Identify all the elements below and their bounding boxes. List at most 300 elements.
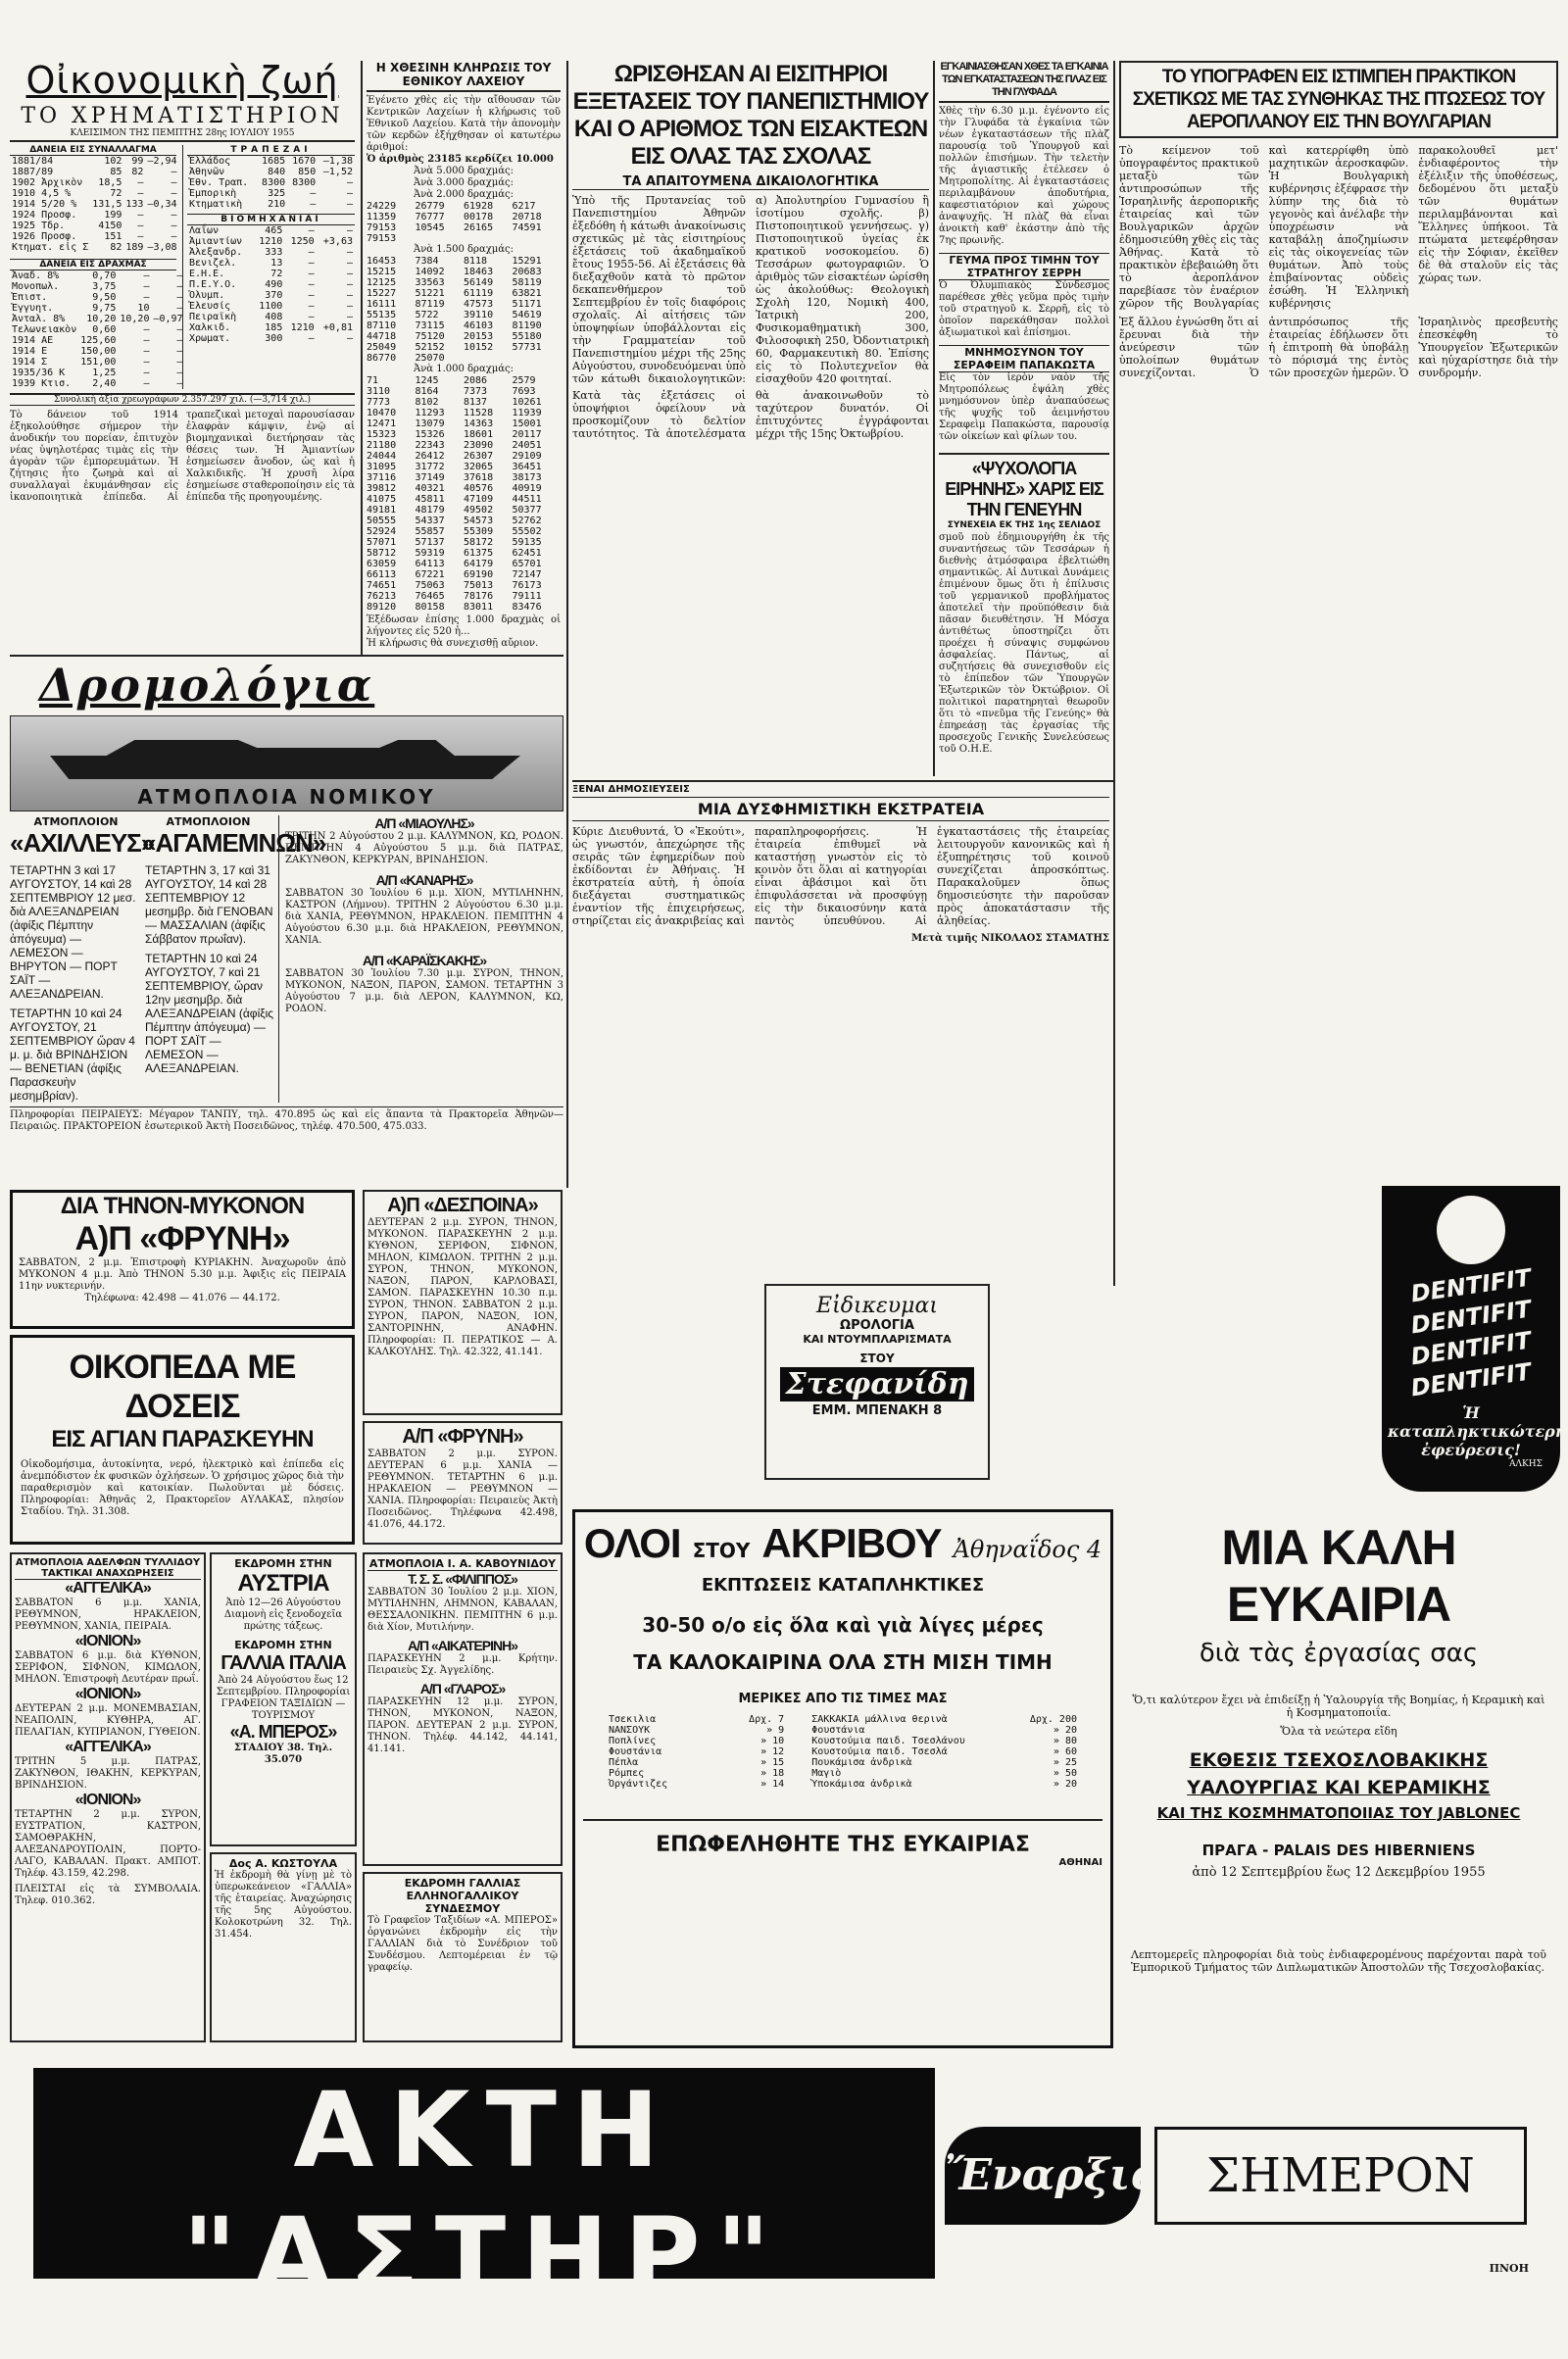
tinos-route: ΔΙΑ ΤΗΝΟΝ-ΜΥΚΟΝΟΝ: [60, 1193, 305, 1219]
opportunity-text-1: Ὅ,τι καλύτερον ἔχει νὰ ἐπιδείξῃ ἡ Ὑαλουργία τῆς Βοημίας, ἡ Κεραμικὴ καὶ ἡ Κοσμηματοποιΐα.: [1132, 1694, 1545, 1719]
opportunity-dates: ἀπὸ 12 Σεπτεμβρίου ἕως 12 Δεκεμβρίου 1955: [1192, 1865, 1486, 1880]
economic-dateline: ΚΛΕΙΣΙΜΟΝ ΤΗΣ ΠΕΜΠΤΗΣ 28ης ΙΟΥΛΙΟΥ 1955: [10, 128, 355, 142]
lottery-number: 86770: [367, 353, 397, 364]
ship2-label: ΑΤΜΟΠΛΟΙΟΝ: [166, 815, 251, 828]
opportunity-subtitle: διὰ τὰς ἐργασίας σας: [1199, 1639, 1479, 1668]
lottery-number: 64179: [464, 559, 494, 569]
akrivou-footer: ΕΠΩΦΕΛΗΘΗΤΕ ΤΗΣ ΕΥΚΑΙΡΙΑΣ: [583, 1819, 1102, 1857]
lottery-number: 20718: [512, 212, 542, 222]
lottery-number: 14363: [464, 418, 494, 429]
opportunity-exhibit-1: ΕΚΘΕΣΙΣ ΤΣΕΧΟΣΛΟΒΑΚΙΚΗΣ: [1189, 1749, 1489, 1771]
industry-row: Χαλκιδ. 185 1210 +0,81: [189, 322, 353, 333]
drachma-loan-row: Ἀνταλ. 8% 10,20 10,20 —0,97: [12, 314, 183, 324]
industry-row: Βενιζελ. 13 — —: [189, 258, 353, 269]
lottery-number: 8118: [464, 256, 488, 267]
lottery-number: 24229: [367, 201, 397, 212]
industry-row: Ἀμιαντίων 1210 1250 +3,63: [189, 236, 353, 247]
price-row: ΝΑΝΣΟΥΚ » 9: [609, 1725, 785, 1736]
tyllidou-ship-3: «ΙΟΝΙΟΝ»: [74, 1686, 141, 1702]
lottery-number: 15215: [367, 267, 397, 277]
tyllidou-note: ΠΛΕΙΣΤΑΙ εἰς τὰ ΣΥΜΒΟΛΑΙΑ. Τηλεφ. 010.362.: [15, 1884, 201, 1906]
lottery-number: 15227: [367, 288, 397, 299]
lottery-number: 37618: [464, 472, 494, 483]
opportunity-place: ΠΡΑΓΑ - PALAIS DES HIBERNIENS: [1201, 1842, 1476, 1859]
ship-silhouette: [50, 740, 520, 779]
lottery-number: 56149: [464, 277, 494, 288]
price-row: ΣΑΚΚΑΚΙΑ μάλλινα θερινὰ Δρχ. 200: [811, 1714, 1077, 1725]
despoina-ad: [363, 1190, 563, 1415]
akrivou-ad: [572, 1509, 1113, 2048]
lottery-number: 55309: [464, 526, 494, 537]
frini2-schedule: ΣΑΒΒΑΤΟΝ 2 μ.μ. ΣΥΡΟΝ. ΔΕΥΤΕΡΑΝ 6 μ.μ. ΧΑΝΙΑ — ΡΕΘΥΜΝΟΝ. ΤΕΤΑΡΤΗΝ 6 μ.μ. ΗΡΑΚΛΕΙΟΝ — ΡΕΘΥΜΝΟΝ — ΧΑΝΙΑ. Πληροφορίαι: Πειραιεὺς Ἀκτὴ Ποσειδῶνος. Τηλέφωνα 42.498, 41.076, 44.172.: [368, 1449, 558, 1530]
tyllidou-company: ΑΤΜΟΠΛΟΙΑ ΑΔΕΛΦΩΝ ΤΥΛΛΙΔΟΥ: [15, 1557, 201, 1568]
lottery-number: 67221: [415, 569, 445, 580]
lottery-number: 66113: [367, 569, 397, 580]
loan-row: 1926 Προσφ. 151 — —: [12, 231, 177, 242]
tyllidou-schedule-2: ΣΑΒΒΑΤΟΝ 6 μ.μ. διὰ ΚΥΘΝΟΝ, ΣΕΡΙΦΟΝ, ΣΙΦΝΟΝ, ΚΙΜΩΛΟΝ, ΜΗΛΟΝ. Ἐπιστροφὴ Δευτέραν πρωΐ.: [15, 1650, 201, 1685]
lead-body-2: Κατὰ τὰς ἐξετάσεις οἱ ὑποψήφιοι ὀφείλουν νὰ προσκομίζουν τὸ δελτίον ταυτότητος. Τὰ ἀποτελέσματα θὰ ἀνακοινωθοῦν τὸ ταχύτερον δυνατόν. Οἱ ἐπιτυχόντες ἐγγράφονται μέχρι τῆς 15ης Ὀκτωβρίου.: [572, 389, 929, 440]
dentifit-brand: DENTIFIT: [1408, 1295, 1534, 1340]
lottery-number: 55502: [512, 526, 542, 537]
tyllidou-schedule-5: ΤΕΤΑΡΤΗΝ 2 μ.μ. ΣΥΡΟΝ, ΕΥΣΤΡΑΤΙΟΝ, ΚΑΣΤΡΟΝ, ΣΑΜΟΘΡΑΚΗΝ, ΑΛΕΞΑΝΔΡΟΥΠΟΛΙΝ, ΠΟΡΤΟ-ΛΑΓΟ, ΚΑΒΑΛΑΝ. Πρακτ. ΑΜΠΟΤ. Τηλέφ. 43.159, 42.298.: [15, 1809, 201, 1879]
lottery-tier-3: Ἀνὰ 2.000 δραχμάς:: [414, 189, 514, 200]
nomikou-company: ΑΤΜΟΠΛΟΙΑ ΝΟΜΙΚΟΥ: [137, 785, 436, 809]
army-headline: ΓΕΥΜΑ ΠΡΟΣ ΤΙΜΗΝ ΤΟΥ ΣΤΡΑΤΗΓΟΥ ΣΕΡΡΗ: [939, 253, 1109, 280]
lottery-number: 54619: [512, 310, 542, 320]
lottery-number: 38173: [512, 472, 542, 483]
lottery-number: 11939: [512, 408, 542, 418]
ship2-schedule-1: ΤΕΤΑΡΤΗΝ 3, 17 καὶ 31 ΑΥΓΟΥΣΤΟΥ, 14 καὶ 28 ΣΕΠΤΕΜΒΡΙΟΥ 12 μεσημβρ. διὰ ΓΕΝΟΒΑΝ — ΜΑΣΣΑΛΙΑΝ (ἀφίξις Σάββατον πρωΐαν).: [145, 863, 273, 946]
lottery-number: 72147: [512, 569, 542, 580]
price-row: Πουκάμισα ἀνδρικὰ » 25: [811, 1757, 1077, 1768]
plots-title: ΟΙΚΟΠΕΔΑ ΜΕ ΔΟΣΕΙΣ: [69, 1349, 296, 1425]
lottery-number: 52924: [367, 526, 397, 537]
lottery-number: 49502: [464, 505, 494, 516]
lottery-number: 2086: [464, 375, 488, 386]
psychology-continued: ΣΥΝΕΧΕΙΑ ΕΚ ΤΗΣ 1ης ΣΕΛΙΔΟΣ: [947, 520, 1102, 530]
memorial-body: Εἰς τὸν ἱερὸν ναὸν τῆς Μητροπόλεως ἐψάλη χθὲς μνημόσυνον ὑπὲρ ἀναπαύσεως τῆς ψυχῆς τοῦ ἀειμνήστου Σεραφεὶμ Παπακώστα, παρουσίᾳ τῶν οἰκείων καὶ φίλων του.: [939, 372, 1109, 442]
lottery-number: 50377: [512, 505, 542, 516]
lottery-number: 48179: [415, 505, 445, 516]
loans-header: ΔΑΝΕΙΑ ΕΙΣ ΣΥΝΑΛΛΑΓΜΑ: [10, 145, 176, 156]
lottery-number: 15323: [367, 429, 397, 440]
akrivou-address: Ἀθηναΐδος 4: [953, 1536, 1102, 1563]
lottery-number: 21180: [367, 440, 397, 451]
lottery-number: 8164: [415, 386, 439, 397]
nomikou-banner: [10, 715, 564, 811]
lottery-number: 24051: [512, 440, 542, 451]
dentifit-credit: ΑΛΚΗΣ: [1509, 1459, 1543, 1469]
lottery-number: 65701: [512, 559, 542, 569]
price-row: Ποπλίνες » 10: [609, 1736, 785, 1746]
lottery-number: 63059: [367, 559, 397, 569]
lottery-number: 20683: [512, 267, 542, 277]
loan-row: 1902 Ἀρχικὸν 18,5 — —: [12, 177, 177, 188]
lottery-number: 58172: [464, 537, 494, 548]
loan-row: 1881/84 102 99 —2,94: [12, 156, 177, 167]
drachma-loan-row: 1939 Κτισ. 2,40 — —: [12, 378, 183, 389]
lottery-number: 40321: [415, 483, 445, 494]
loan-row: 1910 4,5 % 72 — —: [12, 188, 177, 199]
lottery-number: 25070: [415, 353, 445, 364]
price-row: Ὀργάντιζες » 14: [609, 1779, 785, 1790]
lottery-number: 1245: [415, 375, 439, 386]
lottery-number: 15001: [512, 418, 542, 429]
industry-row: Ἑλευσίς 1100 — —: [189, 301, 353, 312]
despoina-schedule: ΔΕΥΤΕΡΑΝ 2 μ.μ. ΣΥΡΟΝ, ΤΗΝΟΝ, ΜΥΚΟΝΟΝ. ΠΑΡΑΣΚΕΥΗΝ 2 μ.μ. ΚΥΘΝΟΝ, ΣΕΡΙΦΟΝ, ΣΙΦΝΟΝ, ΜΗΛΟΝ, ΚΙΜΩΛΟΝ. ΤΡΙΤΗΝ 2 μ.μ. ΣΥΡΟΝ, ΤΗΝΟΝ, ΜΥΚΟΝΟΝ, ΝΑΞΟΝ, ΠΑΡΟΝ, ΚΑΡΛΟΒΑΣΙ, ΣΑΜΟΝ. ΠΑΡΑΣΚΕΥΗΝ 10.30 π.μ. ΣΥΡΟΝ, ΤΗΝΟΝ. ΣΑΒΒΑΤΟΝ 2 μ.μ. ΣΥΡΟΝ, ΠΑΡΟΝ, ΝΑΞΟΝ, ΙΟΝ, ΣΑΝΤΟΡΙΝΗΝ, ΑΝΑΦΗΝ. Πληροφορίαι: Π. ΠΕΡΑΤΙΚΟΣ — Α. ΚΑΛΚΟΥΛΗΣ. Τηλ. 42.322, 41.141.: [368, 1217, 558, 1357]
lottery-number: 6217: [512, 201, 536, 212]
loan-row: 1887/89 85 82 —: [12, 167, 177, 177]
opportunity-info: Λεπτομερεῖς πληροφορίαι διὰ τοὺς ἐνδιαφερομένους παρέχονται παρὰ τοῦ Ἐμπορικοῦ Τμήματος τῶν Διπλωματικῶν Ἀποστολῶν τῆς Τσεχοσλοβακίας.: [1131, 1948, 1546, 1974]
lottery-number: 2579: [512, 375, 536, 386]
price-row: Πέπλα » 15: [609, 1757, 785, 1768]
lottery-number: 39110: [464, 310, 494, 320]
lottery-number: 71: [367, 375, 379, 386]
drachma-loan-row: Μονοπωλ. 3,75 — —: [12, 281, 183, 292]
lottery-number: 16453: [367, 256, 397, 267]
lead-headline: ΩΡΙΣΘΗΣΑΝ ΑΙ ΕΙΣΙΤΗΡΙΟΙ ΕΞΕΤΑΣΕΙΣ ΤΟΥ ΠΑΝΕΠΙΣΤΗΜΙΟΥ ΚΑΙ Ο ΑΡΙΘΜΟΣ ΤΩΝ ΕΙΣΑΚΤΕΩΝ ΕΙΣ ΟΛΑΣ ΤΑΣ ΣΧΟΛΑΣ: [572, 61, 929, 170]
drachma-loan-row: 1914 Σ 151,00 — —: [12, 357, 183, 368]
tyllidou-label: ΤΑΚΤΙΚΑΙ ΑΝΑΧΩΡΗΣΕΙΣ: [15, 1568, 201, 1580]
loan-row: 1924 Προσφ. 199 — —: [12, 210, 177, 221]
lottery-number: 76213: [367, 591, 397, 602]
lottery-number: 59319: [415, 548, 445, 559]
lottery-number: 41075: [367, 494, 397, 505]
ship2-schedule-2: ΤΕΤΑΡΤΗΝ 10 καὶ 24 ΑΥΓΟΥΣΤΟΥ, 7 καὶ 21 ΣΕΠΤΕΜΒΡΙΟΥ, ὥραν 12ην μεσημβρ. διὰ ΑΛΕΞΑΝΔΡΕΙΑΝ (ἀφίξις Πέμπτην ἀπόγευμα) — ΠΟΡΤ ΣΑΪΤ — ΛΕΜΕΣΟΝ — ΑΛΕΞΑΝΔΡΕΙΑΝ.: [145, 952, 274, 1075]
lottery-number: 37116: [367, 472, 397, 483]
airplane-body: Τὸ κείμενον τοῦ ὑπογραφέντος πρακτικοῦ μεταξὺ τῶν ἀντιπροσώπων τῆς Ἰσραηλινῆς ἀεροπορικῆς ἑταιρείας καὶ τῶν Βουλγαρικῶν ἀρχῶν ἐδημοσιεύθη χθὲς εἰς τὰς Ἀθήνας. Κατὰ τὸ πρακτικὸν ἐβεβαιώθη ὅτι τὸ ἀεροπλάνον παρεβίασε τὸν ἐναέριον χῶρον τῆς Βουλγαρίας καὶ κατερρίφθη ὑπὸ μαχητικῶν ἀεροσκαφῶν. Ἡ Βουλγαρικὴ κυβέρνησις ἐξέφρασε τὴν λύπην της διὰ τὸ γεγονὸς καὶ ἀνέλαβε τὴν ὑποχρέωσιν νὰ καταβάλῃ ἀποζημίωσιν εἰς τὰς οἰκογενείας τῶν θυμάτων. Ἀπὸ τοὺς ἐπιβαίνοντας οὐδεὶς ἐσώθη. Ἡ Ἑλληνικὴ κυβέρνησις παρακολουθεῖ μετ' ἐνδιαφέροντος τὴν ἐξέλιξιν τῆς ὑποθέσεως, δεδομένου ὅτι μεταξὺ τῶν θυμάτων περιλαμβάνονται καὶ Ἕλληνες ὑπήκοοι. Τὰ πτώματα μετεφέρθησαν εἰς τὴν Σόφιαν, ἐκεῖθεν δὲ θὰ σταλοῦν εἰς τὰς χώρας των.: [1119, 144, 1558, 310]
industry-row: Ὁλυμπ. 370 — —: [189, 290, 353, 301]
lottery-number: 31772: [415, 462, 445, 472]
ship1-schedule-2: ΤΕΤΑΡΤΗΝ 10 καὶ 24 ΑΥΓΟΥΣΤΟΥ, 21 ΣΕΠΤΕΜΒΡΙΟΥ ὥραν 4 μ. μ. διὰ ΒΡΙΝΔΗΣΙΟΝ — ΒΕΝΕΤΙΑΝ (ἀφίξις Παρασκευὴν μεσημβρίαν).: [10, 1007, 135, 1103]
despoina-ship: Α)Π «ΔΕΣΠΟΙΝΑ»: [387, 1195, 538, 1216]
lottery-number: 57137: [415, 537, 445, 548]
opportunity-exhibit-3: ΚΑΙ ΤΗΣ ΚΟΣΜΗΜΑΤΟΠΟΙΙΑΣ ΤΟΥ JABLONEC: [1156, 1804, 1521, 1822]
drachma-loan-row: 1914 ΑΕ 125,60 — —: [12, 335, 183, 346]
loan-row: 1925 Τδρ. 4150 — —: [12, 221, 177, 231]
akrivou-city: ΑΘΗΝΑΙ: [1058, 1857, 1102, 1868]
lottery-number: 36451: [512, 462, 542, 472]
lottery-number: 75013: [464, 580, 494, 591]
austria-label: ΕΚΔΡΟΜΗ ΣΤΗΝ: [234, 1557, 332, 1570]
austria-agency: «Α. ΜΠΕΡΟΣ»: [229, 1722, 337, 1742]
lottery-first-prize: Ὁ ἀριθμὸς 23185 κερδίζει 10.000: [367, 154, 554, 165]
campaign-headline: ΜΙΑ ΔΥΣΦΗΜΙΣΤΙΚΗ ΕΚΣΤΡΑΤΕΙΑ: [572, 797, 1109, 821]
lottery-number: 61375: [464, 548, 494, 559]
kavounides-ship-3: Α/Π «ΓΛΑΡΟΣ»: [419, 1681, 506, 1696]
drachma-loan-row: 1914 Ε 150,00 — —: [12, 346, 183, 357]
lottery-number: 11359: [367, 212, 397, 222]
akrivou-line-1: 30-50 ο/ο εἰς ὅλα καὶ γιὰ λίγες μέρες: [642, 1613, 1044, 1637]
ship2-name: «ΑΓΑΜΕΜΝΩΝ»: [142, 828, 326, 858]
lottery-number: 89120: [367, 602, 397, 613]
installations-body: Χθὲς τὴν 6.30 μ.μ. ἐγένοντο εἰς τὴν Γλυφάδα τὰ ἐγκαίνια τῶν νέων ἐγκαταστάσεων τῆς πλὰζ παρουσίᾳ τοῦ Ὑπουργοῦ καὶ πολλῶν ἐπισήμων. Τὴν τελετὴν τῆς ἁγιαστικῆς ἐτέλεσεν ὁ Μητροπολίτης. Αἱ ἐγκαταστάσεις περιλαμβάνουν ἀποδυτήρια, καφεστιατόριον καὶ χώρους ἀναψυχῆς. Ἡ πλὰζ θὰ εἶναι ἀνοικτὴ καθ' ἑκάστην ἀπὸ τῆς 7ης πρωινῆς.: [939, 106, 1109, 246]
lottery-number: 40576: [464, 483, 494, 494]
lottery-number: 83476: [512, 602, 542, 613]
tyllidou-schedule-1: ΣΑΒΒΑΤΟΝ 6 μ.μ. ΧΑΝΙΑ, ΡΕΘΥΜΝΟΝ, ΗΡΑΚΛΕΙΟΝ, ΡΕΘΥΜΝΟΝ, ΧΑΝΙΑ, ΠΕΙΡΑΙΑ.: [15, 1597, 201, 1632]
loans-table: [10, 156, 179, 253]
lottery-number: 63821: [512, 288, 542, 299]
lottery-number: 58712: [367, 548, 397, 559]
austria-label-2: ΕΚΔΡΟΜΗ ΣΤΗΝ: [234, 1639, 332, 1651]
lottery-numbers-b: [367, 256, 561, 364]
lottery-number: 8137: [464, 397, 488, 408]
lottery-number: 33563: [415, 277, 445, 288]
frini2-ad: [363, 1421, 563, 1545]
kavounides-schedule-3: ΠΑΡΑΣΚΕΥΗΝ 12 μ.μ. ΣΥΡΟΝ, ΤΗΝΟΝ, ΜΥΚΟΝΟΝ, ΝΑΞΟΝ, ΠΑΡΟΝ. ΔΕΥΤΕΡΑΝ 2 μ.μ. ΣΥΡΟΝ, ΤΗΝΟΝ. Τηλέφ. 44.142, 44.141, 41.141.: [368, 1696, 558, 1754]
lottery-number: 57071: [367, 537, 397, 548]
austria-body: Ἀπὸ 12—26 Αὐγούστου Διαμονὴ εἰς ξενοδοχεῖα πρώτης τάξεως.: [223, 1597, 343, 1632]
price-row: Ρόμπες » 18: [609, 1768, 785, 1779]
lottery-number: 76173: [512, 580, 542, 591]
lottery-number: 00178: [464, 212, 494, 222]
lottery-number: 75063: [415, 580, 445, 591]
akrivou-prices-head: ΜΕΡΙΚΕΣ ΑΠΟ ΤΙΣ ΤΙΜΕΣ ΜΑΣ: [738, 1692, 948, 1706]
watches-line-4: ΣΤΟΥ: [859, 1352, 895, 1365]
price-row: Κουστούμια παιδ. Τσεσλάνου » 80: [811, 1736, 1077, 1746]
lead-story: [572, 61, 929, 776]
economic-title: Οἰκονομικὴ ζωή: [25, 59, 339, 102]
lottery-number: 3110: [367, 386, 391, 397]
tyllidou-ad: [10, 1552, 206, 2042]
lottery-number: 52762: [512, 516, 542, 526]
campaign-label: ΞΕΝΑΙ ΔΗΜΟΣΙΕΥΣΕΙΣ: [572, 784, 690, 795]
price-row: Φουστάνια » 20: [811, 1725, 1077, 1736]
lottery-number: 79153: [367, 222, 397, 233]
bank-row: Κτηματικὴ 210 — —: [189, 199, 353, 210]
lottery-note-2: Ἡ κλήρωσις θὰ συνεχισθῇ αὔριον.: [367, 638, 539, 649]
banks-header: ΤΡΑΠΕΖΑΙ: [187, 145, 355, 156]
airplane-headline: ΤΟ ΥΠΟΓΡΑΦΕΝ ΕΙΣ ΙΣΤΙΜΠΕΗ ΠΡΑΚΤΙΚΟΝ ΣΧΕΤΙΚΩΣ ΜΕ ΤΑΣ ΣΥΝΘΗΚΑΣ ΤΗΣ ΠΤΩΣΕΩΣ ΤΟΥ ΑΕΡΟΠΛΑΝΟΥ ΕΙΣ ΤΗΝ ΒΟΥΛΓΑΡΙΑΝ: [1119, 61, 1558, 138]
drachma-loan-row: Τελωνειακὸν 0,60 — —: [12, 324, 183, 335]
frini2-ship: Α/Π «ΦΡΥΝΗ»: [402, 1426, 523, 1448]
lottery-number: 11293: [415, 408, 445, 418]
kostoula-name: Δος Α. ΚΩΣΤΟΥΛΑ: [228, 1857, 338, 1870]
miaoulis-name: Α/Π «ΜΙΑΟΥΛΗΣ»: [374, 815, 474, 831]
bank-row: Ἐμπορικὴ 325 — —: [189, 188, 353, 199]
lottery-title: Η ΧΘΕΣΙΝΗ ΚΛΗΡΩΣΙΣ ΤΟΥ ΕΘΝΙΚΟΥ ΛΑΧΕΙΟΥ: [367, 61, 561, 92]
kanaris-name: Α/Π «ΚΑΝΑΡΗΣ»: [375, 872, 473, 888]
economic-section: [10, 59, 355, 637]
kavounides-ship-1: Τ. Σ. Σ. «ΦΙΛΙΠΠΟΣ»: [408, 1571, 517, 1587]
psychology-body: σμοῦ ποὺ ἐδημιουργήθη ἐκ τῆς συναντήσεως τῶν Τεσσάρων ἡ διεθνὴς ἀτμόσφαιρα ἐβελτιώθη σημαντικῶς. Αἱ Δυτικαὶ Δυνάμεις ἐπιμένουν ὅμως ὅτι ἡ ἐπίλυσις τοῦ γερμανικοῦ προβλήματος ἀποτελεῖ τὴν προϋπόθεσιν διὰ πᾶσαν διευθέτησιν. Ἡ Μόσχα ἀντιθέτως ὑποστηρίζει ὅτι προέχει ἡ σύναψις συμφώνου ἀσφαλείας. Πάντως, αἱ συζητήσεις θὰ συνεχισθοῦν εἰς τὸ ἐπίπεδον τῶν Ὑπουργῶν Ἐξωτερικῶν τὸν Ὀκτώβριον. Οἱ πολιτικοὶ παρατηρηταὶ θεωροῦν ὅτι τὸ «πνεῦμα τῆς Γενεύης» θὰ ἐπηρεάσῃ τὰς ἐργασίας τῆς προσεχοῦς Γενικῆς Συνελεύσεως τοῦ Ο.Η.Ε.: [939, 532, 1109, 755]
tyllidou-ship-1: «ΑΓΓΕΛΙΚΑ»: [65, 1580, 151, 1597]
lottery-number: 32065: [464, 462, 494, 472]
bank-row: Ἀθηνῶν 840 850 —1,52: [189, 167, 353, 177]
kavounides-company: ΑΤΜΟΠΛΟΙΑ Ι. Α. ΚΑΒΟΥΝΙΔΟΥ: [368, 1557, 557, 1570]
lottery-number: 54337: [415, 516, 445, 526]
lottery-number: 18601: [464, 429, 494, 440]
industry-row: Ε.Η.Ε. 72 — —: [189, 269, 353, 279]
ship1-label: ΑΤΜΟΠΛΟΙΟΝ: [33, 815, 119, 828]
lottery-number: 61928: [464, 201, 494, 212]
tyllidou-schedule-4: ΤΡΙΤΗΝ 5 μ.μ. ΠΑΤΡΑΣ, ΖΑΚΥΝΘΟΝ, ΙΘΑΚΗΝ, ΚΕΡΚΥΡΑΝ, ΒΡΙΝΔΗΣΙΟΝ.: [15, 1756, 201, 1791]
tyllidou-ship-5: «ΙΟΝΙΟΝ»: [74, 1792, 141, 1808]
kostoula-ad: [210, 1852, 357, 2042]
price-row: Μαγιὸ » 50: [811, 1768, 1077, 1779]
lottery-number: 7693: [512, 386, 536, 397]
lottery-number: 37149: [415, 472, 445, 483]
opportunity-ad: [1119, 1509, 1558, 2048]
watches-ad: [764, 1284, 990, 1480]
dentifit-brand: DENTIFIT: [1408, 1357, 1534, 1402]
lottery-number: 7373: [464, 386, 488, 397]
lottery-number: 15326: [415, 429, 445, 440]
drachma-loan-row: 1935/36 Κ 1,25 — —: [12, 368, 183, 378]
austria-address: ΣΤΑΔΙΟΥ 38. Τηλ. 35.070: [233, 1743, 333, 1765]
lottery-number: 44511: [512, 494, 542, 505]
miaoulis-schedule: ΤΡΙΤΗΝ 2 Αὐγούστου 2 μ.μ. ΚΑΛΥΜΝΟΝ, ΚΩ, ΡΟΔΟΝ. ΠΕΜΠΤΗΝ 4 Αὐγούστου 5 μ.μ. διὰ ΠΑΤΡΑΣ, ΖΑΚΥΝΘΟΝ, ΚΕΡΚΥΡΑΝ, ΒΡΙΝΔΗΣΙΟΝ.: [285, 831, 564, 865]
watches-name: Στεφανίδη: [780, 1367, 974, 1401]
lottery-numbers-a: [367, 201, 561, 244]
lottery-number: 22343: [415, 440, 445, 451]
lottery-number: 55135: [367, 310, 397, 320]
loan-row: Κτηματ. εἰς Σ 82 189 —3,08: [12, 242, 177, 253]
lottery-number: 12125: [367, 277, 397, 288]
lottery-tier-4: Ἀνὰ 1.500 δραχμάς:: [414, 244, 514, 255]
market-commentary: Τὸ δάνειον τοῦ 1914 ἐξηκολούθησε σήμερον τὴν ἀνοδικήν του πορείαν, ἐπιτυχὸν νέας ὑψηλοτέρας τιμὰς εἰς τὴν ἀγορὰν τῶν ἐμπορευμάτων. Ἡ ζήτησις ἦτο ζωηρὰ καὶ αἱ συναλλαγαὶ ἐκυμάνθησαν εἰς ἱκανοποιητικὰ ἐπίπεδα. Αἱ τραπεζικαὶ μετοχαὶ παρουσίασαν ἐλαφρὰν κάμψιν, ἐνῷ αἱ βιομηχανικαὶ διετήρησαν τὰς θέσεις των. Ἡ Ἀμιαντίων ἐσημείωσεν ἄνοδον, ὡς καὶ ἡ Χαλκιδικῆς. Ἡ χρυσῆ λίρα ἐσημείωσε σταθεροποίησιν εἰς τὰ ἐπίπεδα τῆς προηγουμένης.: [10, 410, 356, 503]
lottery-number: 87119: [415, 299, 445, 310]
lottery-number: 44718: [367, 331, 397, 342]
lottery-number: 20153: [464, 331, 494, 342]
akrivou-prices-left: [607, 1714, 786, 1790]
lottery-number: 79111: [512, 591, 542, 602]
akrivou-prices-right: [809, 1714, 1079, 1790]
price-row: Ὑποκάμισα ἀνδρικὰ » 20: [811, 1779, 1077, 1790]
lottery-number: 76465: [415, 591, 445, 602]
watches-line-1: Εἰδικευμαι: [816, 1294, 938, 1318]
lottery-number: 24044: [367, 451, 397, 462]
industry-row: Π.Ε.Υ.Ο. 490 — —: [189, 279, 353, 290]
itineraries-info: Πληροφορίαι ΠΕΙΡΑΙΕΥΣ: Μέγαρον ΤΑΝΠΥ, τηλ. 470.895 ὡς καὶ εἰς ἅπαντα τὰ Πρακτορεῖα Ἀθηνῶν—Πειραιῶς. ΠΡΑΚΤΟΡΕΙΟΝ ἐσωτερικοῦ Ἀκτὴ Ποσειδῶνος, τηλέφ. 470.500, 475.033.: [10, 1106, 564, 1133]
lottery-number: 74591: [512, 222, 542, 233]
lottery-number: 26412: [415, 451, 445, 462]
campaign-signature: Μετὰ τιμῆς ΝΙΚΟΛΑΟΣ ΣΤΑΜΑΤΗΣ: [911, 933, 1109, 944]
dentifit-ad: [1382, 1186, 1567, 1492]
lottery-number: 40919: [512, 483, 542, 494]
airplane-body-2: Ἐξ ἄλλου ἐγνώσθη ὅτι αἱ ἔρευναι διὰ τὴν ἀνεύρεσιν τῶν ὑπολοίπων θυμάτων συνεχίζονται. Ὁ ἀντιπρόσωπος τῆς ἑταιρείας ἐδήλωσεν ὅτι ἡ ἐπιτροπὴ θὰ ὑποβάλῃ τὸ πόρισμά της ἐντὸς τῶν προσεχῶν ἡμερῶν. Ὁ Ἰσραηλινὸς πρεσβευτὴς ἐπεσκέφθη τὸ Ὑπουργεῖον Ἐξωτερικῶν καὶ ηὐχαρίστησε διὰ τὴν συνδρομήν.: [1119, 316, 1558, 379]
lottery-number: 13079: [415, 418, 445, 429]
lottery-number: 52152: [415, 342, 445, 353]
lottery-numbers-c: [367, 375, 561, 613]
opportunity-exhibit-2: ΥΑΛΟΥΡΓΙΑΣ ΚΑΙ ΚΕΡΑΜΙΚΗΣ: [1187, 1777, 1491, 1798]
akrivou-title-c: ΑΚΡΙΒΟΥ: [761, 1520, 942, 1566]
market-summary: Συνολικὴ ἀξία χρεωγράφων 2.357.297 χιλ. (—3,714 χιλ.): [10, 393, 355, 406]
lottery-note-1: Ἐξέδωσαν ἐπίσης 1.000 δραχμὰς οἱ λήγοντες εἰς 520 ἡ...: [367, 614, 561, 637]
dentifit-brand: DENTIFIT: [1408, 1263, 1534, 1308]
lottery-number: 46103: [464, 320, 494, 331]
army-body: Ὁ Ὀλυμπιακὸς Σύνδεσμος παρέθεσε χθὲς γεῦμα πρὸς τιμὴν τοῦ στρατηγοῦ κ. Σερρῆ, εἰς τὸ ὁποῖον παρεκάθησαν πολλοὶ ἀξιωματικοὶ καὶ ἐπίσημοι.: [939, 280, 1109, 338]
lottery-number: 23090: [464, 440, 494, 451]
aster-credit: ΠΝΟΗ: [1489, 2262, 1529, 2275]
loan-row: 1914 5/20 % 131,5 133 —0,34: [12, 199, 177, 210]
bank-row: Ἑλλάδος 1685 1670 —1,38: [189, 156, 353, 167]
lottery-number: 51171: [512, 299, 542, 310]
lottery-number: 7384: [415, 256, 439, 267]
karaiskakis-name: Α/Π «ΚΑΡΑΪΣΚΑΚΗΣ»: [362, 953, 487, 968]
lottery-number: 49181: [367, 505, 397, 516]
plots-body: Οἰκοδομήσιμα, ἀυτοκίνητα, νερό, ἠλεκτρικὸ καὶ ἐπίπεδα εἰς ἀνεμπόδιστον ἐκ φυσικῶν ὀχλήσεων. Ὁ χρήσιμος χῶρος διὰ τὴν παραθερισμὸν καὶ κατοικίαν. Πωλοῦνται μὲ δόσεις. Πληροφορίαι: Ἀθηνᾶς 2, Πρακτορεῖον ΑΥΛΑΚΑΣ, πλησίον Σταδίου. Τηλ. 31.308.: [21, 1459, 344, 1517]
lottery-number: 57731: [512, 342, 542, 353]
ship1-name: «ΑΧΙΛΛΕΥΣ»: [10, 828, 155, 858]
lottery-number: 62451: [512, 548, 542, 559]
installations-headline: ΕΓΚΑΙΝΙΑΣΘΗΣΑΝ ΧΘΕΣ ΤΑ ΕΓΚΑΙΝΙΑ ΤΩΝ ΕΓΚΑΤΑΣΤΑΣΕΩΝ ΤΗΣ ΠΛΑΖ ΕΙΣ ΤΗΝ ΓΛΥΦΑΔΑ: [939, 61, 1109, 103]
lottery-number: 7773: [367, 397, 391, 408]
lottery-number: 69190: [464, 569, 494, 580]
lottery-number: 8102: [415, 397, 439, 408]
banks-table: [187, 156, 355, 210]
lottery-intro: Ἐγένετο χθὲς εἰς τὴν αἴθουσαν τῶν Κεντρικῶν Λαχείων ἡ κλήρωσις τοῦ Ἐθνικοῦ Λαχείου. Κατὰ τὴν ἀπονομὴν τῶν κερδῶν ἐξήχθησαν οἱ κατωτέρω ἀριθμοί:: [367, 95, 561, 153]
lottery-number: 74651: [367, 580, 397, 591]
psychology-headline: «ΨΥΧΟΛΟΓΙΑ ΕΙΡΗΝΗΣ» ΧΑΡΙΣ ΕΙΣ ΤΗΝ ΓΕΝΕΥΗΝ: [939, 453, 1109, 520]
lottery-number: 20117: [512, 429, 542, 440]
itineraries-title: Δρομολόγια: [39, 659, 375, 712]
lottery-number: 78176: [464, 591, 494, 602]
industries-table: [187, 225, 355, 344]
lottery-number: 80158: [415, 602, 445, 613]
lottery-number: 83011: [464, 602, 494, 613]
austria-title-2: ΓΑΛΛΙΑ ΙΤΑΛΙΑ: [220, 1652, 346, 1674]
lottery-number: 47109: [464, 494, 494, 505]
club-ad: [363, 1872, 563, 2042]
industry-row: Χρωματ. 300 — —: [189, 333, 353, 344]
industry-row: Ἀλεξανδρ. 333 — —: [189, 247, 353, 258]
aster-opening: Ἔναρξις: [945, 2150, 1156, 2200]
airplane-story: [1119, 61, 1558, 1178]
lottery-number: 64113: [415, 559, 445, 569]
lottery-number: 26165: [464, 222, 494, 233]
aster-title-panel: [33, 2068, 935, 2359]
drachma-loan-row: Ἀναδ. 8% 0,70 — —: [12, 270, 183, 281]
lottery-number: 51221: [415, 288, 445, 299]
campaign-story: [572, 784, 1109, 1274]
tinos-schedule: ΣΑΒΒΑΤΟΝ, 2 μ.μ. Ἐπιστροφὴ ΚΥΡΙΑΚΗΝ. Ἀναχωροῦν ἀπὸ ΜΥΚΟΝΟΝ 4 μ.μ. Ἀπὸ ΤΗΝΟΝ 5.30 μ.μ. Ἀφιξις εἰς ΠΕΙΡΑΙΑ 11ην νυκτερινήν.: [19, 1257, 346, 1292]
lottery-number: 10261: [512, 397, 542, 408]
lottery-number: 47573: [464, 299, 494, 310]
tinos-phones: Τηλέφωνα: 42.498 — 41.076 — 44.172.: [84, 1293, 280, 1303]
lottery-number: 79153: [367, 233, 397, 244]
plots-subtitle: ΕΙΣ ΑΓΙΑΝ ΠΑΡΑΣΚΕΥΗΝ: [51, 1426, 314, 1452]
lottery-number: 26307: [464, 451, 494, 462]
kavounides-schedule-2: ΠΑΡΑΣΚΕΥΗΝ 2 μ.μ. Κρήτην. Πειραιεὺς Σχ. Ἀγγελίδης.: [368, 1653, 558, 1676]
club-title: ΕΚΔΡΟΜΗ ΓΑΛΛΙΑΣ ΕΛΛΗΝΟΓΑΛΛΙΚΟΥ ΣΥΝΔΕΣΜΟΥ: [404, 1877, 521, 1915]
akrivou-title-b: ΣΤΟΥ: [692, 1539, 751, 1562]
tinos-ship: Α)Π «ΦΡΥΝΗ»: [74, 1220, 290, 1257]
campaign-body: Κύριε Διευθυντά, Ὁ «Ἐκούτι», ὡς γνωστόν, ἀπεχώρησε τῆς σειρᾶς τῶν ἐφημερίδων ποὺ ἐκδίδονται ἐν Ἀθήναις. Ἡ ἐκστρατεία αὐτὴ, ἡ ὁποία διεξάγεται συστηματικῶς ἐναντίον τῆς ἐπιχειρήσεως, στηρίζεται εἰς ἀνακριβείας καὶ παραπληροφορήσεις. Ἡ ἐταιρεία ἐπιθυμεῖ νὰ καταστήσῃ γνωστὸν εἰς τὸ κοινὸν ὅτι ὅλαι αἱ κατηγορίαι εἶναι ἀβάσιμοι καὶ ὅτι ἐπιφυλάσσεται νὰ προσφύγῃ εἰς τὴν δικαιοσύνην κατὰ παντὸς ὑπευθύνου. Αἱ ἐγκαταστάσεις τῆς ἑταιρείας λειτουργοῦν κανονικῶς καὶ ἡ ἐξυπηρέτησις τοῦ κοινοῦ συνεχίζεται ἀπροσκόπτως. Παρακαλοῦμεν ὅπως δημοσιεύσητε τὴν παροῦσαν πρὸς ἀποκατάστασιν τῆς ἀληθείας.: [572, 825, 1109, 927]
lottery-number: 50555: [367, 516, 397, 526]
dentifit-stack: [1382, 1263, 1560, 1402]
drachma-loan-row: Ἐπιστ. 9,50 — —: [12, 292, 183, 303]
kostoula-body: Ἡ ἐκδρομὴ θὰ γίνῃ μὲ τὸ ὑπερωκεάνειον «ΓΑΛΛΙΑ» τῆς ἑταιρείας. Ἀναχώρησις τῆς 5ης Αὐγούστου. Κολοκοτρώνη 32. Τηλ. 31.454.: [215, 1870, 352, 1940]
memorial-headline: ΜΝΗΜΟΣΥΝΟΝ ΤΟΥ ΣΕΡΑΦΕΙΜ ΠΑΠΑΚΩΣΤΑ: [939, 345, 1109, 372]
lead-subhead: ΤΑ ΑΠΑΙΤΟΥΜΕΝΑ ΔΙΚΑΙΟΛΟΓΗΤΙΚΑ: [572, 174, 929, 190]
installations-story: [939, 61, 1109, 776]
kanaris-schedule: ΣΑΒΒΑΤΟΝ 30 Ἰουλίου 6 μ.μ. ΧΙΟΝ, ΜΥΤΙΛΗΝΗΝ, ΚΑΣΤΡΟΝ (Λήμνου). ΤΡΙΤΗΝ 2 Αὐγούστου 6.30 μ.μ. διὰ ΧΑΝΙΑ, ΡΕΘΥΜΝΟΝ, ΗΡΑΚΛΕΙΟΝ. ΠΕΜΠΤΗΝ 4 Αὐγούστου 6.30 μ.μ. διὰ ΗΡΑΚΛΕΙΟΝ, ΡΕΘΥΜΝΟΝ, ΧΑΝΙΑ.: [285, 888, 564, 946]
lottery-number: 10470: [367, 408, 397, 418]
akrivou-title-a: ΟΛΟΙ: [583, 1520, 681, 1566]
opportunity-text-2: Ὅλα τὰ νεώτερα εἴδη: [1280, 1725, 1397, 1738]
akrivou-sub: ΕΚΠΤΩΣΕΙΣ ΚΑΤΑΠΛΗΚΤΙΚΕΣ: [701, 1575, 985, 1596]
kavounides-ship-2: Α/Π «ΑΙΚΑΤΕΡΙΝΗ»: [408, 1638, 517, 1653]
drachma-loans-header: ΔΑΝΕΙΑ ΕΙΣ ΔΡΑΧΜΑΣ: [10, 259, 176, 270]
lottery-number: 61119: [464, 288, 494, 299]
plots-ad: [10, 1335, 355, 1545]
lottery-number: 25049: [367, 342, 397, 353]
lottery-number: 39812: [367, 483, 397, 494]
lottery-number: 45811: [415, 494, 445, 505]
aster-title: ΑΚΤΗ "ΑΣΤΗΡ": [182, 2070, 786, 2316]
lottery-number: 55180: [512, 331, 542, 342]
